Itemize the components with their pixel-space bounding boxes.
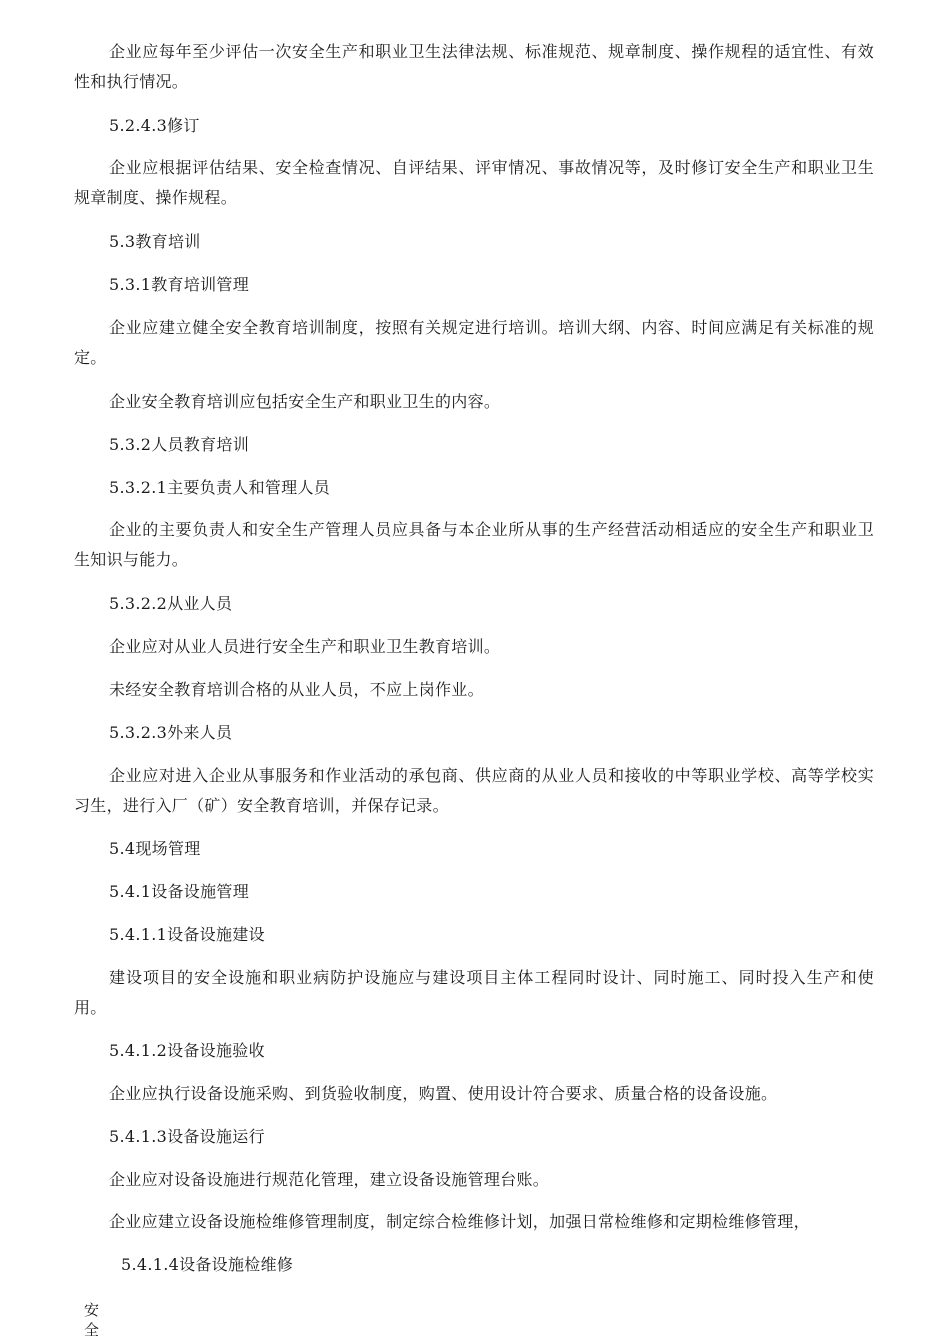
heading-5-3-2-2: 5.3.2.2从业人员 <box>109 594 233 613</box>
heading-5-2-4-3: 5.2.4.3修订 <box>109 116 200 135</box>
heading-5-4-1: 5.4.1设备设施管理 <box>109 882 250 901</box>
paragraph-external-personnel: 企业应对进入企业从事服务和作业活动的承包商、供应商的从业人员和接收的中等职业学校、高等学校实习生，进行入厂（矿）安全教育培训，并保存记录。 <box>74 766 874 815</box>
paragraph-evaluation: 企业应每年至少评估一次安全生产和职业卫生法律法规、标准规范、规章制度、操作规程的适宜性、有效性和执行情况。 <box>74 42 874 91</box>
heading-5-3: 5.3教育培训 <box>109 232 201 251</box>
vertical-text-fragment: 安全 <box>84 1301 100 1339</box>
paragraph-training-content: 企业安全教育培训应包括安全生产和职业卫生的内容。 <box>109 392 501 411</box>
paragraph-acceptance: 企业应执行设备设施采购、到货验收制度，购置、使用设计符合要求、质量合格的设备设施。 <box>109 1084 778 1103</box>
paragraph-training-system: 企业应建立健全安全教育培训制度，按照有关规定进行培训。培训大纲、内容、时间应满足有关标准的规定。 <box>74 318 874 367</box>
heading-5-3-2-3: 5.3.2.3外来人员 <box>109 723 233 742</box>
paragraph-unqualified: 未经安全教育培训合格的从业人员，不应上岗作业。 <box>109 680 484 699</box>
heading-5-4-1-2: 5.4.1.2设备设施验收 <box>109 1041 265 1060</box>
heading-5-4: 5.4现场管理 <box>109 839 201 858</box>
heading-5-3-2: 5.3.2人员教育培训 <box>109 435 250 454</box>
heading-5-3-2-1: 5.3.2.1主要负责人和管理人员 <box>109 478 331 497</box>
heading-5-4-1-1: 5.4.1.1设备设施建设 <box>109 925 265 944</box>
heading-5-4-1-4: 5.4.1.4设备设施检维修 <box>121 1255 294 1274</box>
paragraph-principal-knowledge: 企业的主要负责人和安全生产管理人员应具备与本企业所从事的生产经营活动相适应的安全生产和职业卫生知识与能力。 <box>74 520 874 569</box>
paragraph-employee-training: 企业应对从业人员进行安全生产和职业卫生教育培训。 <box>109 637 501 656</box>
paragraph-revision: 企业应根据评估结果、安全检查情况、自评结果、评审情况、事故情况等，及时修订安全生产和职业卫生规章制度、操作规程。 <box>74 158 874 207</box>
paragraph-ledger: 企业应对设备设施进行规范化管理，建立设备设施管理台账。 <box>109 1170 550 1189</box>
heading-5-3-1: 5.3.1教育培训管理 <box>109 275 250 294</box>
heading-5-4-1-3: 5.4.1.3设备设施运行 <box>109 1127 265 1146</box>
paragraph-maintenance-system: 企业应建立设备设施检维修管理制度，制定综合检维修计划，加强日常检维修和定期检维修管理， <box>109 1212 810 1231</box>
paragraph-three-simultaneous: 建设项目的安全设施和职业病防护设施应与建设项目主体工程同时设计、同时施工、同时投入生产和使用。 <box>74 968 874 1017</box>
